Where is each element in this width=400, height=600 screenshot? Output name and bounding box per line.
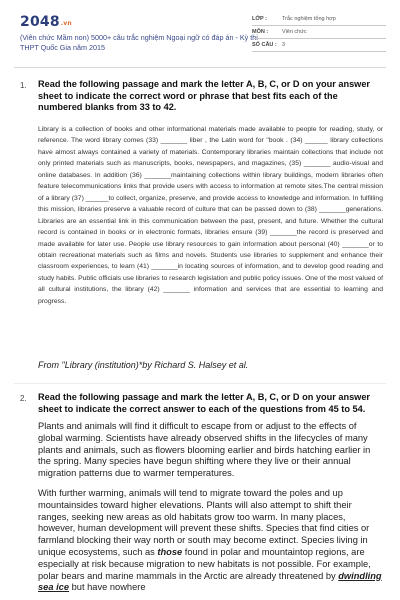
question-number: 1.	[20, 81, 27, 90]
question-number: 2.	[20, 394, 27, 403]
meta-row-class	[252, 13, 386, 26]
passage-paragraph	[38, 488, 383, 594]
meta-row-count	[252, 39, 386, 52]
meta-value: Trắc nghiệm tổng hợp	[282, 16, 336, 22]
question-passage	[38, 421, 383, 600]
question-instruction: Read the following passage and mark the letter A, B, C, or D on your answer sheet to indicate the correct answer to each of the questions from 45 to 54.	[38, 392, 371, 414]
paragraph-text: found in polar and mountaintop regions, are especially at risk because migration to new habitats is not possible. For example, polar bears and marine mammals in the Arctic are already threatened by	[38, 546, 371, 581]
site-logo[interactable]	[20, 14, 72, 30]
logo-text: 2048	[20, 14, 60, 30]
meta-value: Viên chức	[282, 29, 307, 35]
meta-key: SỐ CÂU :	[252, 42, 277, 48]
meta-key: MÔN :	[252, 29, 269, 35]
passage-source: From "Library (institution)*by Richard S. Halsey et al.	[38, 360, 249, 370]
logo-suffix: .vn	[60, 20, 72, 27]
meta-table	[252, 13, 386, 52]
highlighted-phrase: dwindling sea ice	[38, 570, 382, 593]
question-divider	[14, 383, 386, 384]
meta-key: LỚP :	[252, 16, 267, 22]
passage-paragraph: Plants and animals will find it difficult to escape from or adjust to the effects of global warming. Scientists have already observed shifts in the lifecycles of many plants and animals, such as flowers blooming earlier and birds hatching earlier in the spring. Many species have begun shifting where they live or their annual migration patterns due to warmer temperatures.	[38, 421, 371, 479]
question-passage: Library is a collection of books and other informational materials made available to people for reading, study, or reference. The word library comes (33) _______ liber , the Latin word for "book . (34) ______ library collections have almost always contained a variety of materials. Contemporary libraries maintain collections that include not only printed materials such as manuscripts, books, newspapers, and magazines, (35) _______ audio-visual and online databases. In addition (36) _______maintaining collections within library buildings, modern libraries often feature telecommunications links that provide users with access to information at remote sites.The central mission of a library (37) ______to collect, organize, preserve, and provide access to knowledge and information. In fulfilling this mission, libraries preserve a valuable record of culture that can be passed down to (38) _______generations. Libraries are an essential link in this communication between the past, present, and future. Whether the cultural record is contained in books or in electronic formats, libraries ensure (39) _______the record is preserved and made available for later use. People use library resources to gain information about personal (40) _______or to obtain recreational materials such as films and novels. Students use libraries to supplement and enhance their classroom experiences, to learn (41) _______in locating sources of information, and to develop good reading and study habits. Public officials use libraries to research legislation and public policy issues. One of the most valued of all cultural institutions, the library (42) _______ information and services that are essential to learning and progress.	[38, 126, 383, 305]
meta-value: 3	[282, 42, 286, 48]
highlighted-word: those	[157, 546, 183, 557]
paragraph-text: With further warming, animals will tend to migrate toward the poles and up mountainsides toward higher elevations. Plants will also attempt to shift their ranges, seeking new areas as old habitats grow too warm. In many places, however, human development will prevent these shifts. Species that find cities or farmland blocking their way north or south may become extinct. Species living in unique ecosystems, such as	[38, 487, 370, 557]
paragraph-text: but have nowhere	[69, 582, 146, 593]
meta-row-subject	[252, 26, 386, 39]
question-instruction: Read the following passage and mark the letter A, B, C, or D on your answer sheet to indicate the correct word or phrase that best fits each of the numbered blanks from 33 to 42.	[38, 79, 371, 113]
document-title: (Viên chức Mầm non) 5000+ câu trắc nghiệm Ngoại ngữ có đáp án - Kỳ thi THPT Quốc Gia năm 2015	[20, 33, 258, 52]
page-header	[0, 0, 400, 70]
header-divider	[14, 67, 386, 68]
